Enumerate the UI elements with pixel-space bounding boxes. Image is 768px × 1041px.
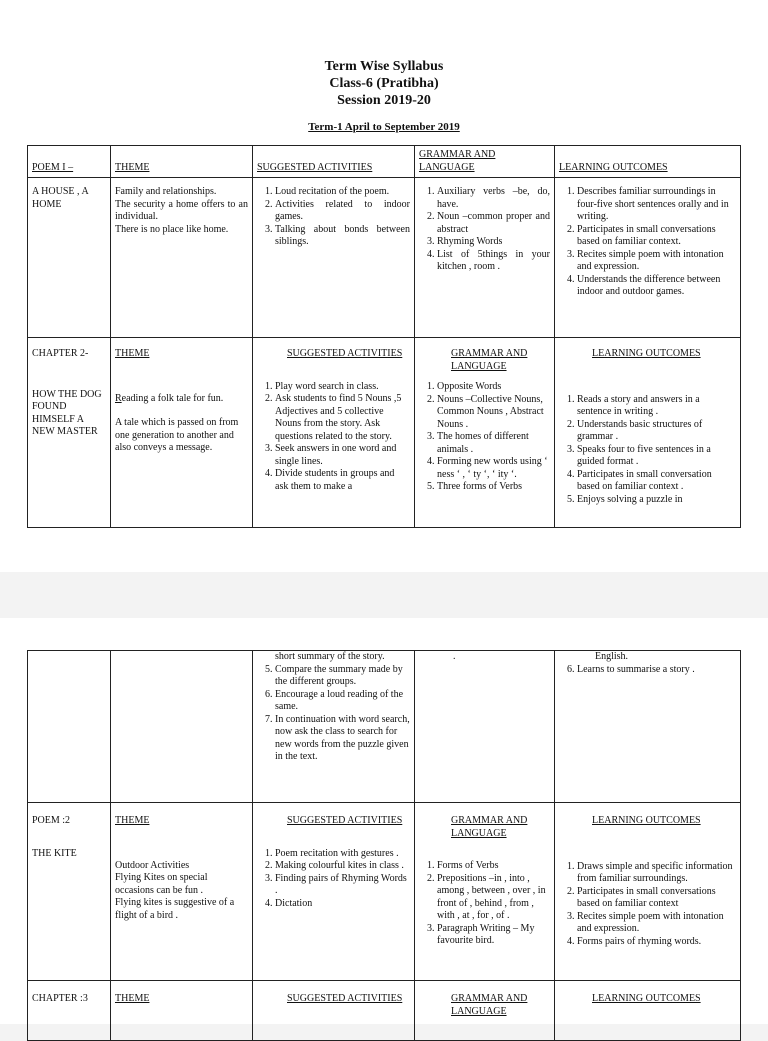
- chapter3-outcomes-heading: LEARNING OUTCOMES: [592, 993, 701, 1004]
- poem1-grammar: [415, 178, 555, 338]
- poem2-grammar-heading: GRAMMAR AND LANGUAGE: [451, 815, 528, 839]
- class-name: Class-6 (Pratibha): [329, 76, 439, 91]
- poem2-label: POEM :2: [32, 815, 71, 826]
- poem2-activities: [253, 803, 415, 981]
- list-item: 2. Understands basic structures of grammar .: [577, 419, 736, 444]
- list-item: 2. Making colourful kites in class .: [275, 860, 410, 873]
- cont-activity-tail: short summary of the story.: [275, 651, 385, 662]
- list-item: 4. Dictation: [275, 898, 410, 911]
- list-item: 3. Recites simple poem with intonation and expression.: [577, 249, 736, 274]
- poem2-outcomes: [555, 803, 741, 981]
- page-2: [0, 618, 768, 1024]
- list-item: 3. Recites simple poem with intonation and expression.: [577, 911, 736, 936]
- list-item: 6. Encourage a loud reading of the same.: [275, 689, 410, 714]
- poem1-theme-line: Family and relationships.: [115, 186, 217, 197]
- poem2-theme: [111, 803, 253, 981]
- list-item: 1. Describes familiar surroundings in four-five short sentences orally and in writing.: [577, 186, 736, 224]
- cont-activities: [253, 651, 415, 803]
- list-item: 2. Nouns –Collective Nouns, Common Nouns , Abstract Nouns .: [437, 394, 550, 432]
- poem2-theme-line: Outdoor Activities: [115, 859, 190, 871]
- chapter3-theme-heading: THEME: [111, 981, 253, 1041]
- poem1-theme-line: The security a home offers to an individual.: [115, 198, 248, 222]
- chapter2-grammar-heading: GRAMMAR AND LANGUAGE: [451, 348, 528, 372]
- session: Session 2019-20: [337, 93, 431, 108]
- poem1-theme-line: There is no place like home.: [115, 223, 229, 235]
- chapter2-activities: [253, 338, 415, 528]
- list-item: 5. Compare the summary made by the different groups.: [275, 664, 410, 689]
- list-item: 3. Seek answers in one word and single lines.: [275, 443, 410, 468]
- term-heading: Term-1 April to September 2019: [308, 121, 460, 133]
- chapter2-theme: [111, 338, 253, 528]
- table-row-poem2: [28, 803, 741, 981]
- list-item: 4. Forming new words using ‘ ness ‘ , ‘ ty ‘, ‘ ity ‘.: [437, 456, 550, 481]
- list-item: 3. The homes of different animals .: [437, 431, 550, 456]
- list-item: 3. Talking about bonds between siblings.: [275, 224, 410, 249]
- table-header-row: [28, 146, 741, 178]
- chapter2-title: HOW THE DOG FOUND HIMSELF A NEW MASTER: [32, 388, 102, 437]
- list-item: 4. List of 5things in your kitchen , room .: [437, 249, 550, 274]
- chapter3-activities: [253, 981, 415, 1041]
- poem1-activities: [253, 178, 415, 338]
- list-item: 2. Prepositions –in , into , among , between , over , in front of , behind , from , with , at , for , of .: [437, 873, 550, 923]
- list-item: 2. Noun –common proper and abstract: [437, 211, 550, 236]
- list-item: 1. Draws simple and specific information from familiar surroundings.: [577, 861, 736, 886]
- header-activities: SUGGESTED ACTIVITIES: [253, 146, 415, 178]
- poem1-outcomes: [555, 178, 741, 338]
- cont-blank-cell: [28, 651, 111, 803]
- chapter3-label: CHAPTER :3: [28, 981, 111, 1041]
- chapter2-cell: [28, 338, 111, 528]
- poem1-title: A HOUSE , A HOME: [28, 178, 111, 338]
- poem2-grammar: [415, 803, 555, 981]
- list-item: 4. Understands the difference between indoor and outdoor games.: [577, 274, 736, 299]
- list-item: 1. Loud recitation of the poem.: [275, 186, 410, 199]
- chapter2-theme-heading: THEME: [115, 348, 150, 359]
- chapter2-theme-line: [115, 393, 248, 406]
- chapter3-outcomes: [555, 981, 741, 1041]
- poem2-cell: [28, 803, 111, 981]
- syllabus-table-1: [27, 145, 741, 528]
- list-item: 4. Participates in small conversation based on familiar context .: [577, 469, 736, 494]
- table-row-chapter3: [28, 981, 741, 1041]
- poem2-title: THE KITE: [32, 847, 77, 859]
- header-grammar: GRAMMAR AND LANGUAGE: [415, 146, 555, 178]
- header-outcomes: LEARNING OUTCOMES: [555, 146, 741, 178]
- list-item: 1. Forms of Verbs: [437, 860, 550, 873]
- chapter3-activities-heading: SUGGESTED ACTIVITIES: [287, 993, 403, 1004]
- poem2-activities-heading: SUGGESTED ACTIVITIES: [287, 815, 403, 826]
- list-item: 3. Finding pairs of Rhyming Words .: [275, 873, 410, 898]
- list-item: 1. Opposite Words: [437, 381, 550, 394]
- list-item: 7. In continuation with word search, now ask the class to search for new words from the puzzle given in the text.: [275, 714, 410, 764]
- list-item: 3. Rhyming Words: [437, 236, 550, 249]
- list-item: 5. Three forms of Verbs: [437, 481, 550, 494]
- header-theme: THEME: [111, 146, 253, 178]
- chapter2-grammar: [415, 338, 555, 528]
- table-row-chapter2: [28, 338, 741, 528]
- chapter2-activities-heading: SUGGESTED ACTIVITIES: [287, 348, 403, 359]
- cont-grammar: [415, 651, 555, 803]
- poem2-theme-heading: THEME: [115, 815, 150, 826]
- list-item: 3. Speaks four to five sentences in a guided format .: [577, 444, 736, 469]
- table-row-poem1: [28, 178, 741, 338]
- list-item: 3. Paragraph Writing – My favourite bird.: [437, 923, 550, 948]
- list-item: 5. Enjoys solving a puzzle in: [577, 494, 736, 507]
- chapter3-grammar: [415, 981, 555, 1041]
- poem2-outcomes-heading: LEARNING OUTCOMES: [592, 815, 701, 826]
- cont-grammar-dot: .: [453, 651, 456, 662]
- list-item: 1. Auxiliary verbs –be, do, have.: [437, 186, 550, 211]
- poem2-theme-line: Flying kites is suggestive of a flight of a bird .: [115, 897, 235, 921]
- cont-outcome-tail: English.: [595, 651, 629, 662]
- header-poem: POEM I –: [28, 146, 111, 178]
- list-item: 1. Reads a story and answers in a sentence in writing .: [577, 394, 736, 419]
- list-item: 2. Activities related to indoor games.: [275, 199, 410, 224]
- poem2-theme-line: Flying Kites on special occasions can be fun .: [115, 872, 208, 896]
- chapter2-outcomes-heading: LEARNING OUTCOMES: [592, 348, 701, 359]
- list-item: 2. Participates in small conversations based on familiar context: [577, 886, 736, 911]
- syllabus-table-2: [27, 650, 741, 1041]
- chapter2-theme-rest: eading a folk tale for fun.: [121, 392, 224, 404]
- chapter2-outcomes: [555, 338, 741, 528]
- list-item: 2. Ask students to find 5 Nouns ,5 Adjectives and 5 collective Nouns from the story. Ask questions related to the story.: [275, 393, 410, 443]
- list-item: 1. Play word search in class.: [275, 381, 410, 394]
- poem1-theme: [111, 178, 253, 338]
- list-item: 2. Participates in small conversations based on familiar context.: [577, 224, 736, 249]
- list-item: 1. Poem recitation with gestures .: [275, 848, 410, 861]
- chapter2-theme-line: A tale which is passed on from one generation to another and also conveys a message.: [115, 417, 239, 453]
- chapter2-theme-initial: R: [115, 392, 122, 404]
- list-item: 6. Learns to summarise a story .: [577, 664, 736, 677]
- list-item: 4. Divide students in groups and ask them to make a: [275, 468, 410, 493]
- table-row-continued: [28, 651, 741, 803]
- list-item: 4. Forms pairs of rhyming words.: [577, 936, 736, 949]
- chapter3-grammar-heading: GRAMMAR AND LANGUAGE: [451, 993, 528, 1017]
- cont-blank-cell: [111, 651, 253, 803]
- doc-title: Term Wise Syllabus: [324, 59, 444, 74]
- chapter2-label: CHAPTER 2-: [32, 348, 89, 359]
- cont-outcomes: [555, 651, 741, 803]
